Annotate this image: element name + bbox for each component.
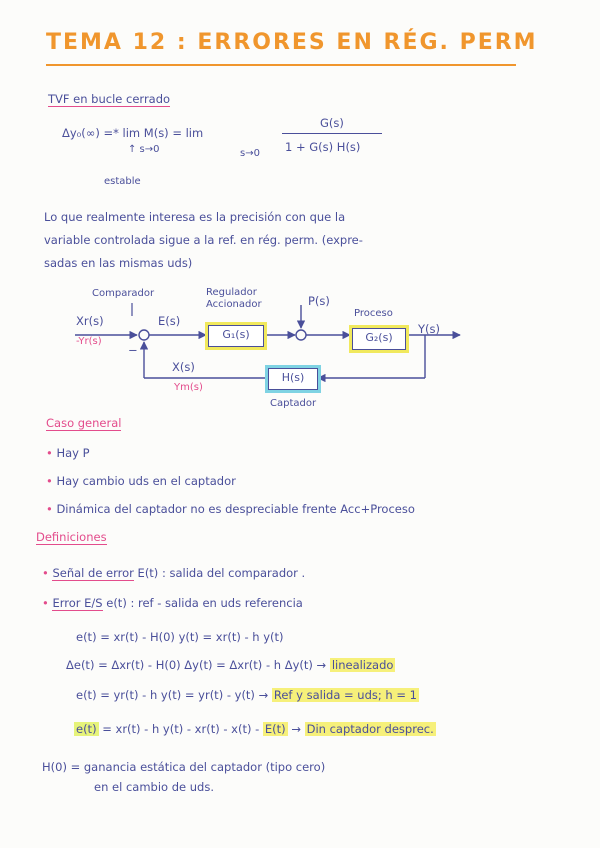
signal-output: Y(s): [418, 322, 440, 336]
tvf-limit-2: s→0: [240, 148, 260, 159]
tvf-limit-1: ↑ s→0: [128, 144, 160, 155]
def-item-1: • Señal de error E(t) : salida del comparador .: [42, 566, 306, 580]
def-item-2: • Error E/S e(t) : ref - salida en uds referencia: [42, 596, 303, 610]
signal-input: Xr(s): [76, 314, 104, 328]
tvf-fraction-num: G(s): [320, 116, 344, 130]
definiciones-heading: Definiciones: [36, 530, 107, 544]
block-h: H(s): [268, 368, 318, 390]
block-g2: G₂(s): [352, 328, 406, 350]
label-captador: Captador: [270, 398, 317, 409]
page-title: TEMA 12 : ERRORES EN RÉG. PERM: [46, 30, 538, 55]
label-accionador: Accionador: [206, 299, 262, 310]
h0-line-1: H(0) = ganancia estática del captador (tipo cero): [42, 760, 326, 774]
signal-input-alt: -Yr(s): [76, 336, 102, 347]
intro-line-3: sadas en las mismas uds): [44, 256, 193, 270]
caso-item-2: • Hay cambio uds en el captador: [46, 474, 236, 488]
stable-note: estable: [104, 176, 141, 187]
equation-1: e(t) = xr(t) - H(0) y(t) = xr(t) - h y(t): [76, 630, 284, 644]
signal-feedback-alt: Ym(s): [174, 382, 203, 393]
equation-4: e(t) = xr(t) - h y(t) - xr(t) - x(t) - E(t) → Din captador desprec.: [76, 722, 434, 736]
caso-item-3: • Dinámica del captador no es despreciable frente Acc+Proceso: [46, 502, 415, 516]
label-proceso: Proceso: [354, 308, 393, 319]
signal-feedback: X(s): [172, 360, 195, 374]
minus-sign: −: [128, 343, 138, 357]
intro-line-2: variable controlada sigue a la ref. en rég. perm. (expre-: [44, 233, 363, 247]
equation-3: e(t) = yr(t) - h y(t) = yr(t) - y(t) → Ref y salida = uds; h = 1: [76, 688, 417, 702]
label-comparador: Comparador: [92, 288, 155, 299]
caso-item-1: • Hay P: [46, 446, 90, 460]
tvf-formula: Δy₀(∞) =* lim M(s) = lim: [62, 126, 204, 140]
equation-2: Δe(t) = Δxr(t) - H(0) Δy(t) = Δxr(t) - h Δy(t) → linealizado: [66, 658, 394, 672]
intro-line-1: Lo que realmente interesa es la precisión con que la: [44, 210, 346, 224]
caso-general-heading: Caso general: [46, 416, 122, 430]
label-regulador: Regulador: [206, 287, 257, 298]
signal-disturbance: P(s): [308, 294, 330, 308]
tvf-fraction-den: 1 + G(s) H(s): [285, 140, 361, 154]
block-g1: G₁(s): [208, 325, 264, 347]
h0-line-2: en el cambio de uds.: [94, 780, 214, 794]
signal-error: E(s): [158, 314, 181, 328]
tvf-heading: TVF en bucle cerrado: [48, 92, 171, 106]
